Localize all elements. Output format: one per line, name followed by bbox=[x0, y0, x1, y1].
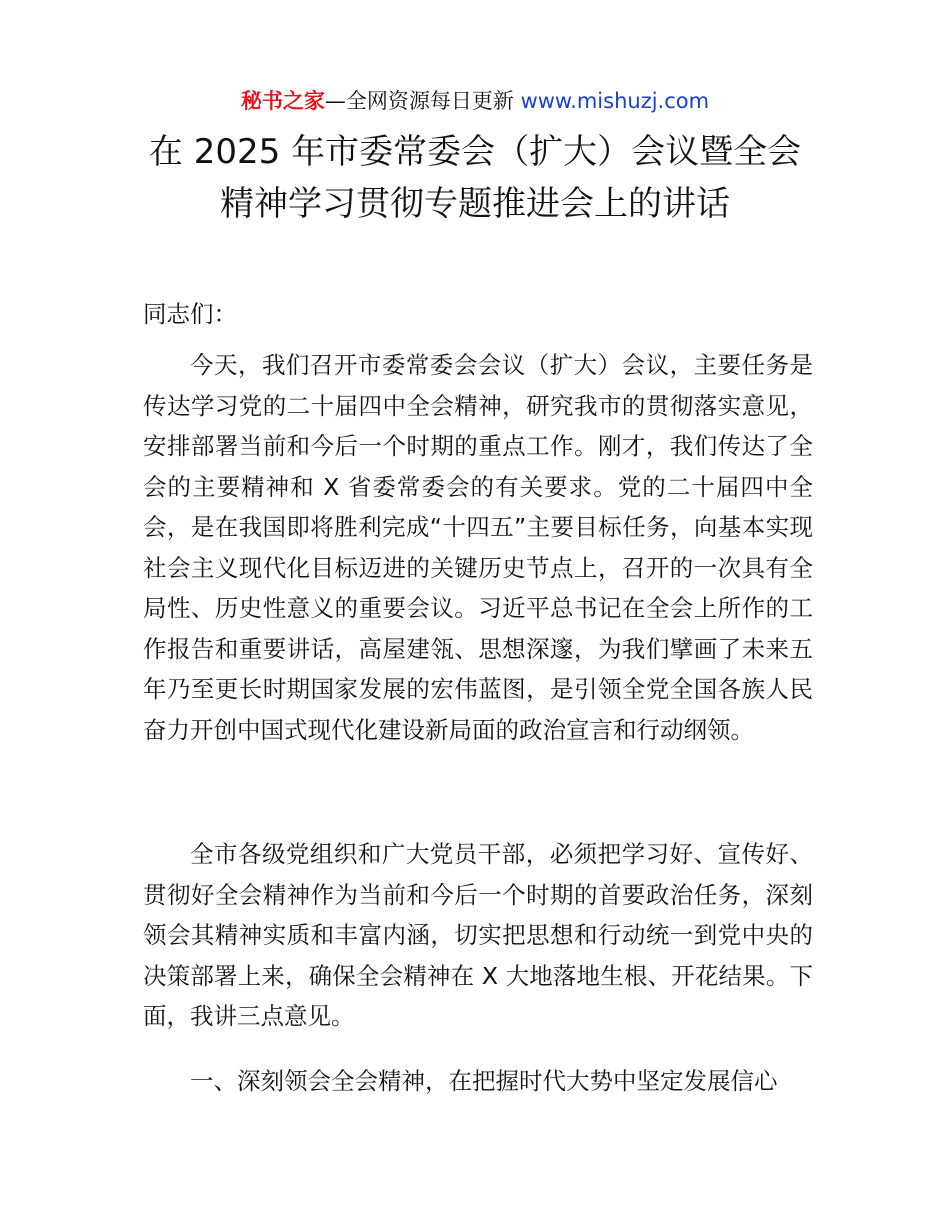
site-header bbox=[0, 86, 950, 116]
paragraph-2: 全市各级党组织和广大党员干部，必须把学习好、宣传好、贯彻好全会精神作为当前和今后一个时期的首要政治任务，深刻领会其精神实质和丰富内涵，切实把思想和行动统一到党中央的决策部署上来，确保全会精神在 X 大地落地生根、开花结果。下面，我讲三点意见。 bbox=[143, 840, 813, 1030]
site-name: 秘书之家 bbox=[240, 89, 325, 113]
paragraph-1: 今天，我们召开市委常委会会议（扩大）会议，主要任务是传达学习党的二十届四中全会精神，研究我市的贯彻落实意见，安排部署当前和今后一个时期的重点工作。刚才，我们传达了全会的主要精神和 X 省委常委会的有关要求。党的二十届四中全会，是在我国即将胜利完成“十四五”主要目标任务，向基本实现社会主义现代化目标迈进的关键历史节点上，召开的一次具有全局性、历史性意义的重要会议。习近平总书记在全会上所作的工作报告和重要讲话，高屋建瓴、思想深邃，为我们擘画了未来五年乃至更长时期国家发展的宏伟蓝图，是引领全党全国各族人民奋力开创中国式现代化建设新局面的政治宣言和行动纲领。 bbox=[143, 351, 813, 744]
site-tagline: —全网资源每日更新 bbox=[324, 89, 521, 113]
site-url-link[interactable]: www.mishuzj.com bbox=[520, 89, 710, 113]
salutation: 同志们： bbox=[143, 300, 237, 328]
document-title-line-2: 精神学习贯彻专题推进会上的讲话 bbox=[220, 184, 730, 224]
document-title-line-1: 在 2025 年市委常委会（扩大）会议暨全会 bbox=[148, 132, 802, 172]
section-heading-1: 一、深刻领会全会精神，在把握时代大势中坚定发展信心 bbox=[190, 1067, 778, 1095]
